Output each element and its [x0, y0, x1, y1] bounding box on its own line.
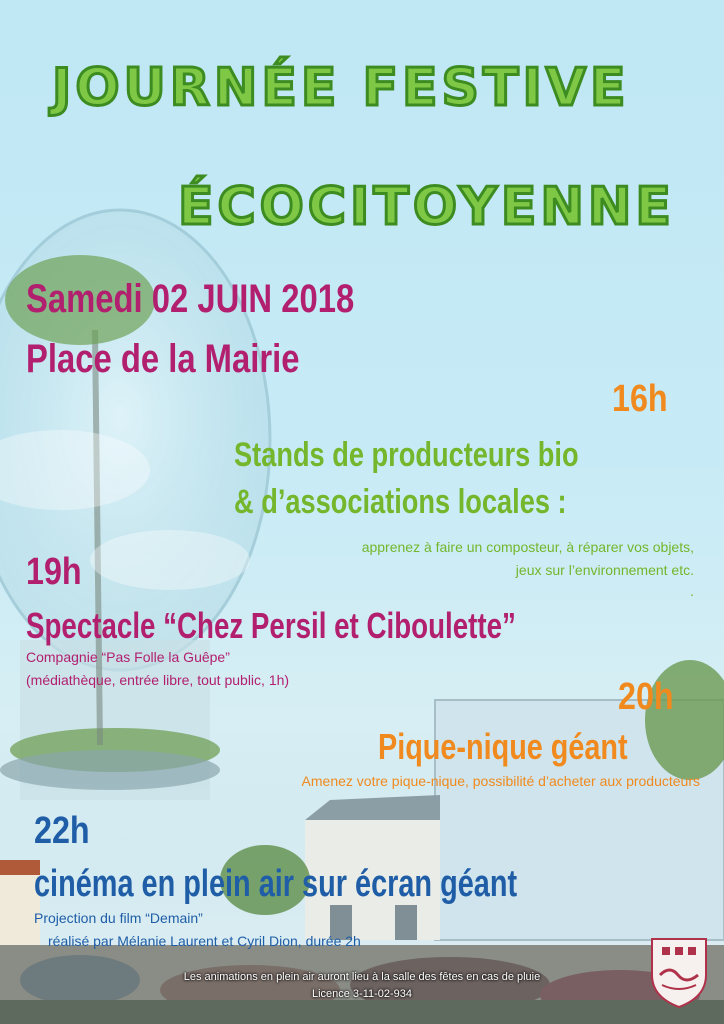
licence-number: Licence 3-11-02-934 [311, 988, 413, 1000]
rain-note: Les animations en plein air auront lieu à la salle des fêtes en cas de pluie [183, 971, 541, 983]
time-19h: 19h [26, 551, 82, 593]
cinema-desc-line-1: Projection du film “Demain” [34, 910, 203, 926]
time-22h: 22h [34, 810, 90, 852]
stands-title-line-2: & d’associations locales : [234, 483, 567, 521]
town-emblem-logo [648, 935, 710, 1010]
cinema-title: cinéma en plein air sur écran géant [34, 863, 518, 905]
event-date: Samedi 02 JUIN 2018 [26, 277, 355, 321]
cinema-desc-line-2: réalisé par Mélanie Laurent et Cyril Dion, durée 2h [48, 933, 361, 949]
title-line-2: ÉCOCITOYENNE [178, 177, 675, 237]
spectacle-desc-line-1: Compagnie “Pas Folle la Guêpe” [26, 649, 230, 665]
stands-desc-line-1: apprenez à faire un composteur, à réparer vos objets, [361, 539, 694, 555]
stands-desc-line-3: . [690, 583, 694, 599]
event-place: Place de la Mairie [26, 337, 300, 381]
stands-desc-line-2: jeux sur l’environnement etc. [515, 562, 694, 578]
picnic-desc: Amenez votre pique-nique, possibilité d’acheter aux producteurs [301, 773, 700, 789]
stands-title-line-1: Stands de producteurs bio [234, 436, 579, 474]
picnic-title: Pique-nique géant [378, 726, 628, 767]
spectacle-desc-line-2: (médiathèque, entrée libre, tout public, 1h) [26, 672, 290, 688]
time-16h: 16h [612, 378, 668, 420]
spectacle-title: Spectacle “Chez Persil et Ciboulette” [26, 605, 516, 646]
title-line-1: JOURNÉE FESTIVE [52, 58, 630, 118]
time-20h: 20h [618, 676, 674, 718]
